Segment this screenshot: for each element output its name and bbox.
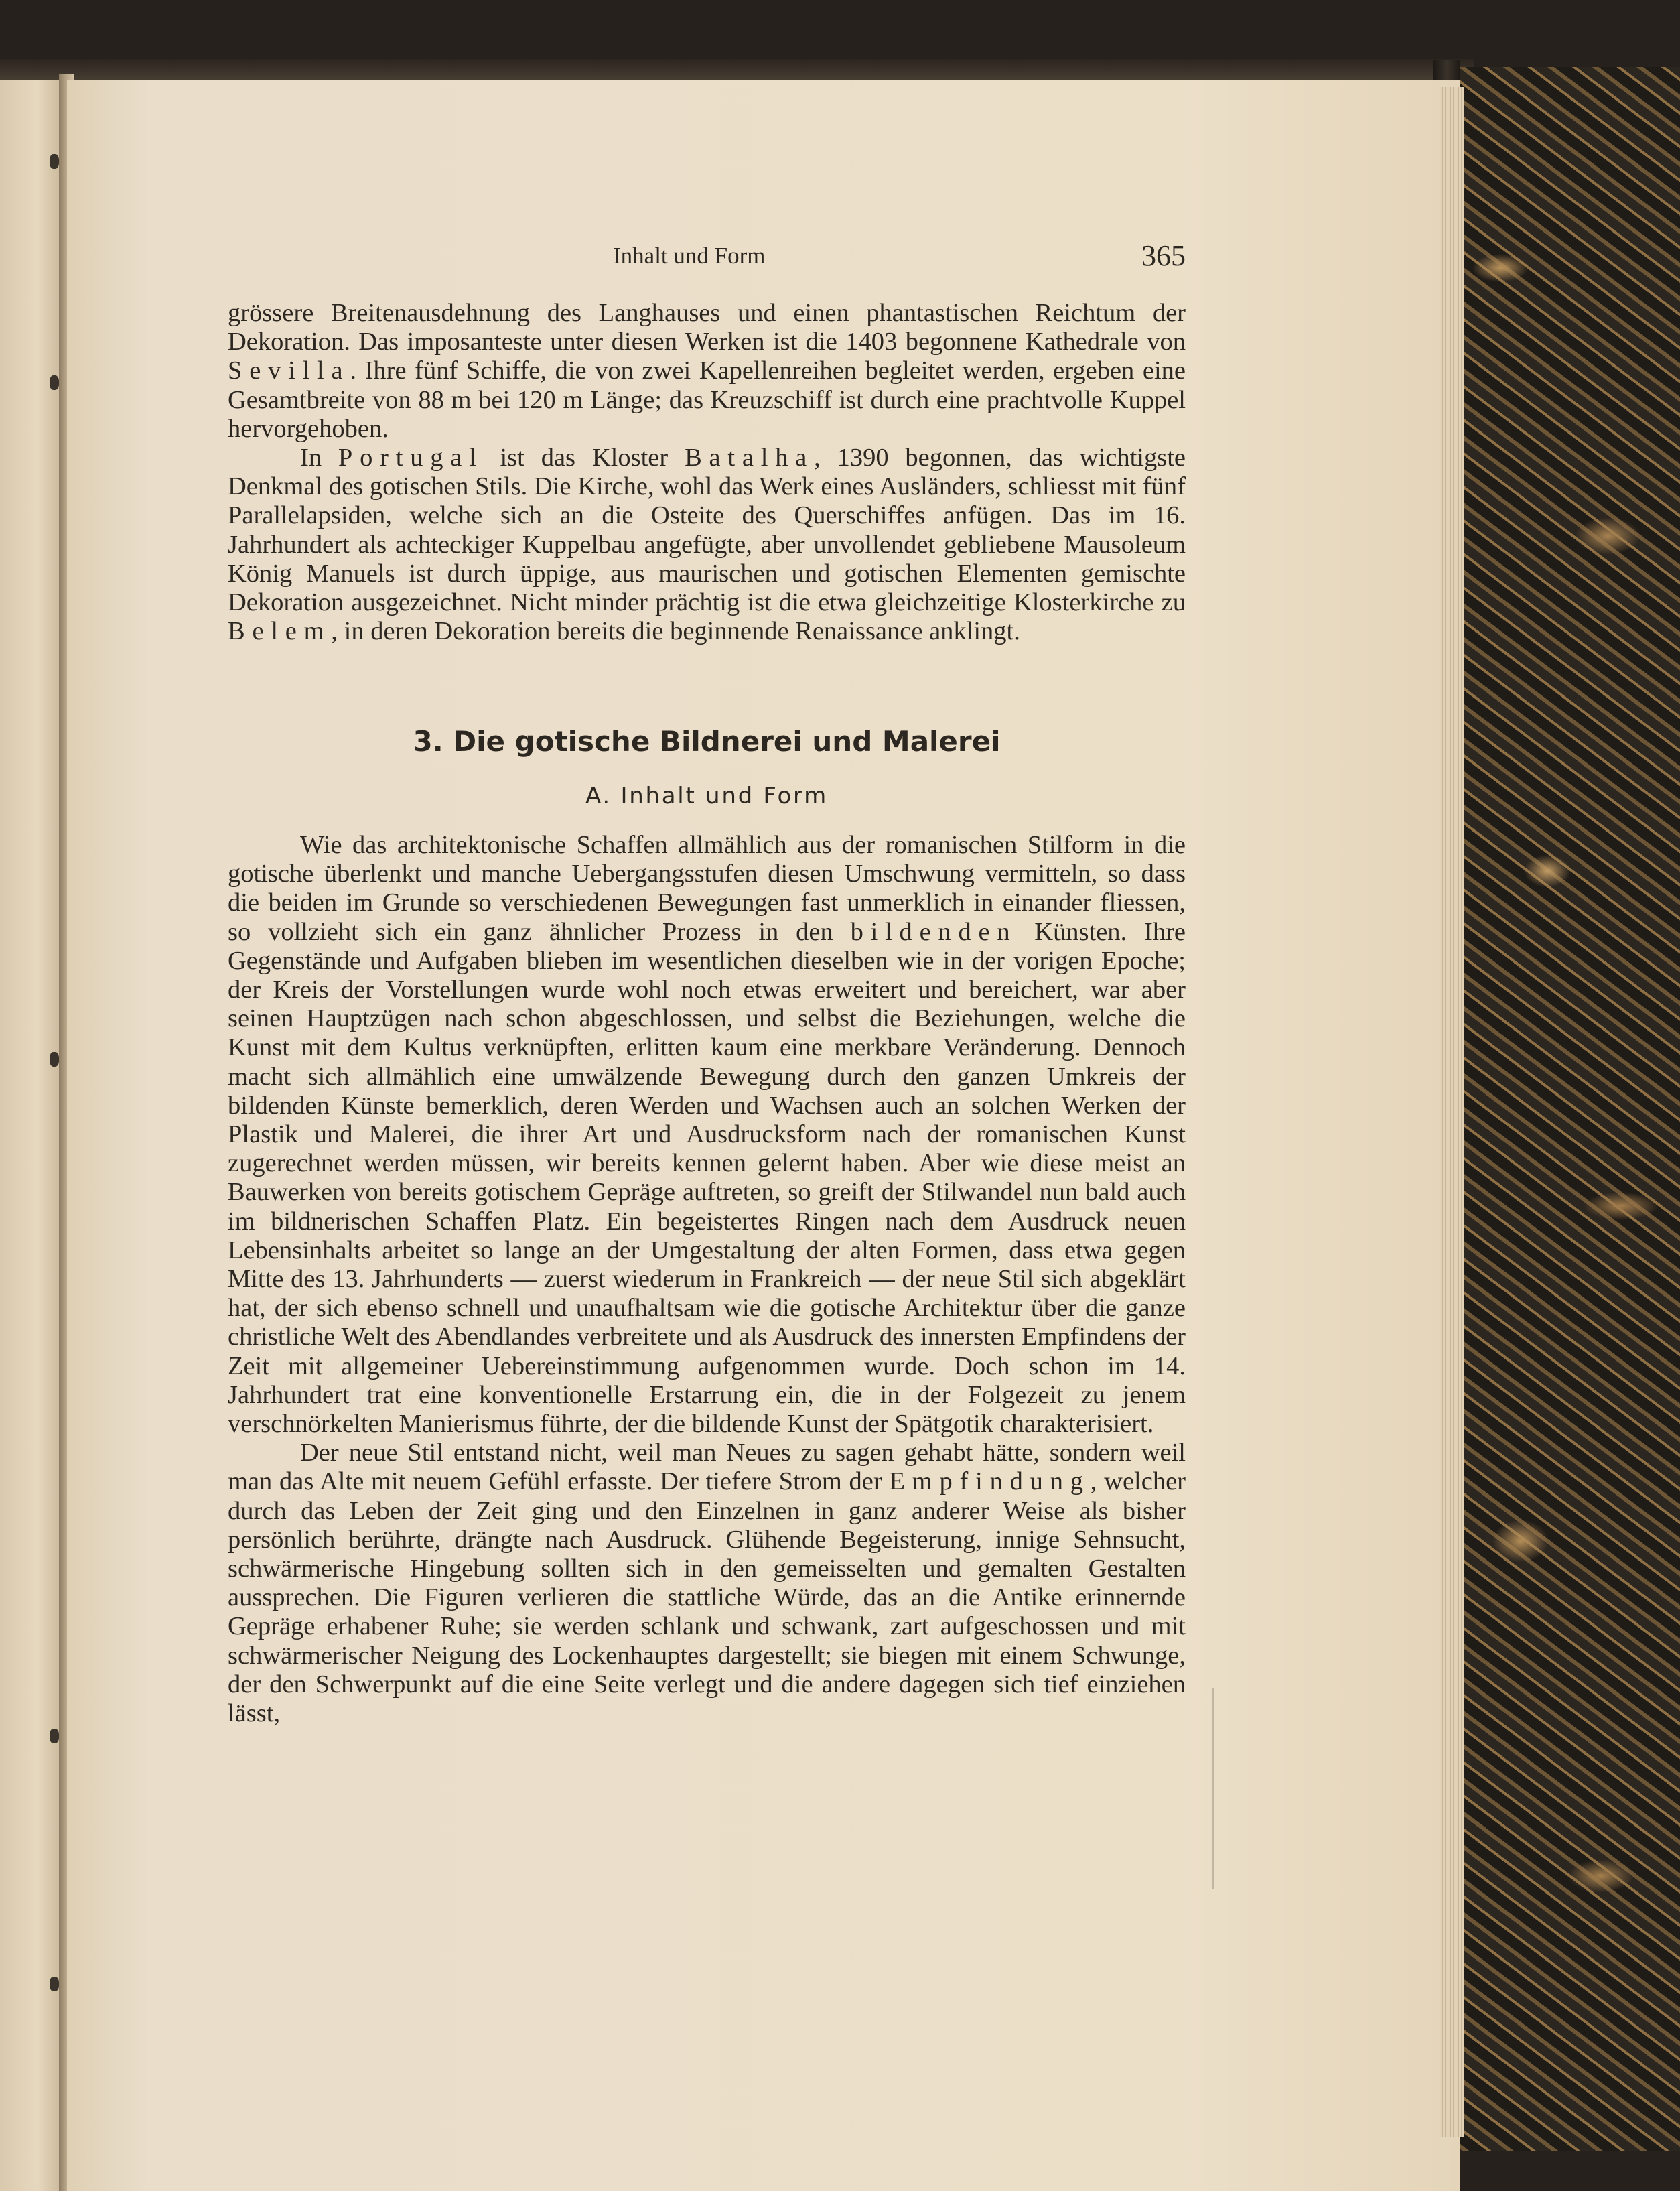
text-run: In xyxy=(300,444,338,472)
section-title: 3. Die gotische Bildnerei und Malerei xyxy=(413,725,1001,758)
text-run: grössere Breitenausdehnung des Langhauses und einen phantastischen Reichtum der Dekoration. Das imposanteste unter diesen Werken ist die 1403 begonnene Kathedrale von xyxy=(228,299,1186,356)
text-run: . Ihre fünf Schiffe, die von zwei Kapellenreihen begleitet werden, ergeben eine Gesamtbreite von 88 m bei 120 m Länge; das Kreuzschiff ist durch eine prachtvolle Kuppel hervorgehoben. xyxy=(228,356,1186,443)
spaced-name: Sevilla xyxy=(228,356,350,385)
book-top-edge xyxy=(0,59,1474,83)
binding-stitch xyxy=(50,375,59,390)
binding-stitch xyxy=(50,1977,59,1991)
text-run: Der neue Stil entstand nicht, weil man Neues zu sagen gehabt hätte, sondern weil man das Alte mit neuem Gefühl erfasste. Der tiefere Strom der xyxy=(228,1439,1186,1496)
paragraph xyxy=(228,1439,1186,1728)
facing-page-edge xyxy=(0,80,62,2191)
running-header xyxy=(228,240,1186,271)
text-run: ist das Kloster xyxy=(483,444,685,472)
text-block-lower xyxy=(228,831,1186,1728)
spaced-word: Empfindung xyxy=(889,1467,1091,1496)
text-run: Künsten. Ihre Gegenstände und Aufgaben blieben im wesentlichen dieselben wie in der vorigen Epoche; der Kreis der Vorstellungen wurde wohl noch etwas erweitert und bereichert, war aber seinen Hauptzügen nach schon abgeschlossen, und selbst die Beziehungen, welche die Kunst mit dem Kultus verknüpften, erlitten kaum eine merkbare Veränderung. Dennoch macht sich allmählich eine umwälzende Bewegung durch den ganzen Umkreis der bildenden Künste bemerklich, deren Werden und Wachsen auch an solchen Werken der Plastik und Malerei, die ihrer Art und Ausdrucksform nach der romanischen Kunst zugerechnet werden müssen, wir bereits kennen gelernt haben. Aber wie diese meist an Bauwerken von bereits gotischem Gepräge auftreten, so greift der Stilwandel nun bald auch im bildnerischen Schaffen Platz. Ein begeistertes Ringen nach dem Ausdruck neuen Lebensinhalts arbeitet so lange an der Umgestaltung der alten Formen, dass etwa gegen Mitte des 13. Jahrhunderts — zuerst wiederum in Frankreich — der neue Stil sich abgeklärt hat, der sich ebenso schnell und unaufhaltsam wie die gotische Architektur über die ganze christliche Welt des Abendlandes verbreitete und als Ausdruck des innersten Empfindens der Zeit mit allgemeiner Uebereinstimmung aufgenommen wurde. Doch schon im 14. Jahrhundert trat eine konventionelle Erstarrung ein, die in der Folgezeit zu jenem verschnörkelten Manierismus führte, der die bildende Kunst der Spätgotik charakterisiert. xyxy=(228,917,1186,1439)
spaced-name: Portugal xyxy=(338,444,484,472)
spaced-name: Belem xyxy=(228,617,332,646)
text-run: , in deren Dekoration bereits die beginnende Renaissance anklingt. xyxy=(331,617,1020,646)
text-block-upper xyxy=(228,299,1186,646)
binding-stitch xyxy=(50,1729,59,1743)
paragraph xyxy=(228,299,1186,444)
section-subtitle: A. Inhalt und Form xyxy=(585,783,828,809)
running-title: Inhalt und Form xyxy=(613,243,766,269)
paragraph xyxy=(228,444,1186,646)
spaced-name: Batalha xyxy=(685,444,815,472)
text-run: , 1390 begonnen, das wichtigste Denkmal des gotischen Stils. Die Kirche, wohl das Werk eines Ausländers, schliesst mit fünf Parallelapsiden, welche sich an die Osteite des Querschiffes anfügen. Das im 16. Jahrhundert als achteckiger Kuppelbau angefügte, aber unvollendet gebliebene Mausoleum König Manuels ist durch üppige, aus maurischen und gotischen Elementen gemischte Dekoration ausgezeichnet. Nicht minder prächtig ist die etwa gleichzeitige Klosterkirche zu xyxy=(228,444,1186,617)
margin-mark xyxy=(1212,1688,1214,1889)
text-run: Wie das architektonische Schaffen allmählich aus der romanischen Stilform in die gotische überlenkt und manche Uebergangsstufen diesen Umschwung vermitteln, so dass die beiden im Grunde so verschiedenen Bewegungen fast unmerklich in einander fliessen, so vollzieht sich ein ganz ähnlicher Prozess in den xyxy=(228,831,1186,946)
binding-stitch xyxy=(50,1052,59,1067)
binding-stitch xyxy=(50,154,59,169)
text-run: , welcher durch das Leben der Zeit ging und den Einzelnen in ganz anderer Weise als bisher persönlich berührte, drängte nach Ausdruck. Glühende Begeisterung, innige Sehnsucht, schwärmerische Hingebung sollten sich in den gemeisselten und gemalten Gestalten aussprechen. Die Figuren verlieren die stattliche Würde, das an die Antike erinnernde Gepräge erhabener Ruhe; sie werden schlank und schwank, zart aufgeschossen und mit schwärmerischer Neigung des Lockenhauptes dargestellt; sie biegen mit einem Schwunge, der den Schwerpunkt auf die eine Seite verlegt und die andere dagegen sich tief einziehen lässt, xyxy=(228,1467,1186,1728)
marbled-cover xyxy=(1447,67,1680,2151)
paragraph xyxy=(228,831,1186,1439)
page-number: 365 xyxy=(1141,239,1186,272)
spaced-word: bildenden xyxy=(850,917,1018,946)
page-stack-edge xyxy=(1440,87,1464,2137)
